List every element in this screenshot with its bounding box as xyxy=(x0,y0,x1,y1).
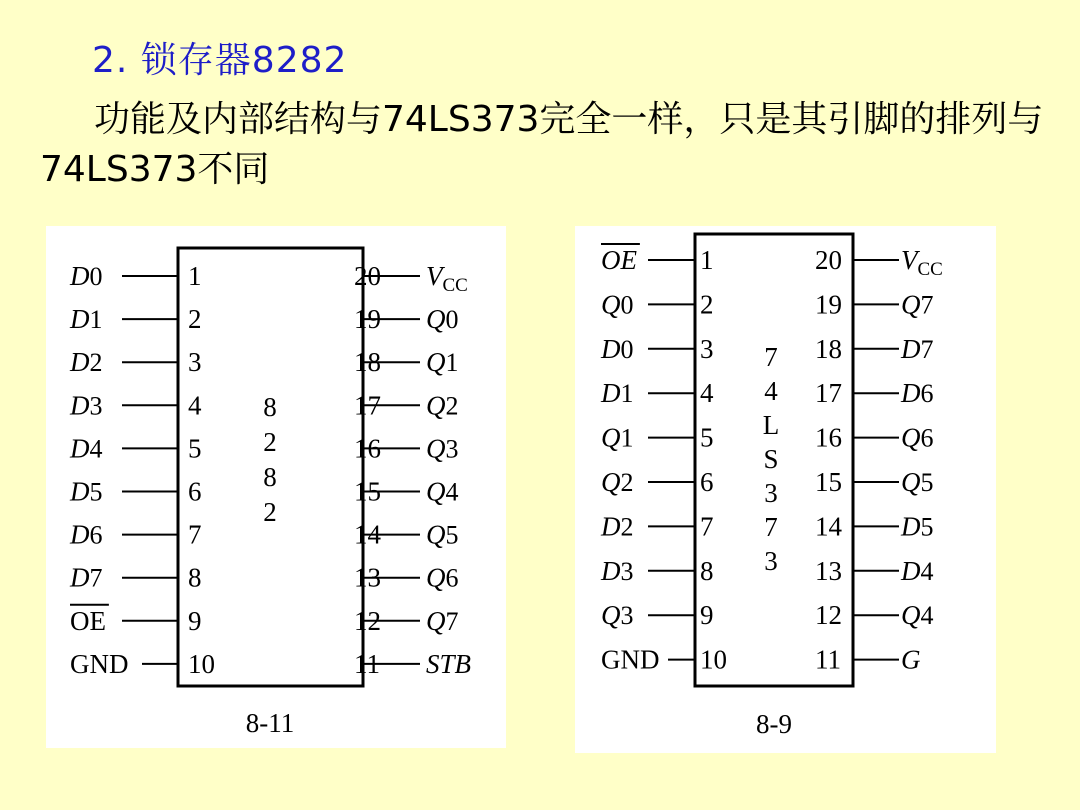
right-pin-number-8: 12 xyxy=(815,600,842,631)
right-pin-number-9: 11 xyxy=(815,644,841,675)
left-pin-number-4: 5 xyxy=(700,422,714,453)
right-pin-name-3: Q2 xyxy=(426,390,459,421)
left-pin-number-0: 1 xyxy=(700,245,714,275)
left-pin-name-0: D0 xyxy=(70,261,103,291)
chip-label-char-4: 3 xyxy=(764,478,778,508)
left-pin-name-9: GND xyxy=(70,648,129,679)
left-pin-name-4: Q1 xyxy=(601,422,634,453)
right-pin-name-9: G xyxy=(901,644,921,675)
right-pin-number-2: 18 xyxy=(815,333,842,364)
left-pin-number-9: 10 xyxy=(700,644,727,675)
left-pin-name-8: OE xyxy=(70,605,106,636)
chip-label-char-3: 2 xyxy=(263,497,277,527)
right-pin-name-1: Q7 xyxy=(901,289,934,320)
right-pin-number-9: 11 xyxy=(354,648,380,679)
right-pin-name-6: Q5 xyxy=(426,519,459,550)
chip-label-char-6: 3 xyxy=(764,546,778,576)
left-pin-number-2: 3 xyxy=(188,347,202,378)
right-pin-number-6: 14 xyxy=(354,519,381,550)
right-pin-name-8: Q7 xyxy=(426,605,459,636)
left-pin-name-6: D2 xyxy=(601,511,634,542)
left-pin-name-7: D3 xyxy=(601,555,634,586)
right-pin-name-4: Q3 xyxy=(426,433,459,464)
right-pin-name-7: D4 xyxy=(901,555,934,586)
right-pin-number-0: 20 xyxy=(815,245,842,275)
left-pin-number-8: 9 xyxy=(700,600,714,631)
right-pin-name-1: Q0 xyxy=(426,304,459,335)
chip-label-char-1: 4 xyxy=(764,376,778,406)
diagram-8282-panel xyxy=(46,226,506,748)
right-pin-name-5: Q4 xyxy=(426,476,459,507)
figure-caption: 8-11 xyxy=(245,708,295,738)
right-pin-number-5: 15 xyxy=(354,476,381,507)
right-pin-name-0: $V_{CC}$ xyxy=(901,245,943,280)
right-pin-name-4: Q6 xyxy=(901,422,934,453)
chip-label-char-0: 7 xyxy=(764,342,778,372)
chip-label-char-5: 7 xyxy=(764,512,778,542)
right-pin-number-7: 13 xyxy=(815,555,842,586)
left-pin-number-1: 2 xyxy=(188,304,202,335)
chip-label-char-3: S xyxy=(763,444,779,474)
right-pin-number-8: 12 xyxy=(354,605,381,636)
left-pin-name-1: D1 xyxy=(70,304,103,335)
right-pin-number-1: 19 xyxy=(815,289,842,320)
left-pin-number-7: 8 xyxy=(700,555,714,586)
chip-label-char-0: 8 xyxy=(263,392,277,422)
right-pin-name-2: D7 xyxy=(901,333,934,364)
right-pin-name-8: Q4 xyxy=(901,600,934,631)
left-pin-number-9: 10 xyxy=(188,648,215,679)
left-pin-name-5: D5 xyxy=(70,476,103,507)
chip-label-char-2: 8 xyxy=(263,462,277,492)
left-pin-name-5: Q2 xyxy=(601,467,634,497)
left-pin-name-0: OE xyxy=(601,245,637,275)
left-pin-number-3: 4 xyxy=(188,390,202,421)
right-pin-number-1: 19 xyxy=(354,304,381,335)
right-pin-name-9: STB xyxy=(426,648,472,679)
right-pin-number-3: 17 xyxy=(354,390,381,421)
right-pin-name-3: D6 xyxy=(901,378,934,409)
left-pin-name-7: D7 xyxy=(70,562,103,593)
left-pin-name-6: D6 xyxy=(70,519,103,550)
right-pin-number-3: 17 xyxy=(815,378,842,409)
right-pin-name-2: Q1 xyxy=(426,347,459,378)
right-pin-number-2: 18 xyxy=(354,347,381,378)
left-pin-name-9: GND xyxy=(601,644,660,675)
left-pin-name-1: Q0 xyxy=(601,289,634,320)
slide-paragraph: 功能及内部结构与74LS373完全一样，只是其引脚的排列与74LS373不同 xyxy=(40,99,1044,190)
right-pin-name-0: $V_{CC}$ xyxy=(426,261,468,296)
left-pin-name-2: D0 xyxy=(601,333,634,364)
left-pin-name-4: D4 xyxy=(70,433,103,464)
right-pin-number-4: 16 xyxy=(815,422,842,453)
right-pin-number-6: 14 xyxy=(815,511,842,542)
chip-label-char-2: L xyxy=(762,410,780,440)
right-pin-name-7: Q6 xyxy=(426,562,459,593)
slide-heading: 2. 锁存器8282 xyxy=(92,40,348,81)
diagram-74ls373-panel xyxy=(575,226,996,753)
left-pin-number-8: 9 xyxy=(188,605,202,636)
pinout-8282-diagram xyxy=(46,226,506,748)
right-pin-name-5: Q5 xyxy=(901,467,934,497)
left-pin-number-6: 7 xyxy=(188,519,202,550)
left-pin-number-3: 4 xyxy=(700,378,714,409)
left-pin-name-2: D2 xyxy=(70,347,103,378)
pinout-74ls373-diagram xyxy=(575,226,996,753)
left-pin-name-3: D3 xyxy=(70,390,103,421)
left-pin-number-6: 7 xyxy=(700,511,714,542)
left-pin-number-4: 5 xyxy=(188,433,202,464)
chip-label-char-1: 2 xyxy=(263,427,277,457)
left-pin-name-8: Q3 xyxy=(601,600,634,631)
left-pin-name-3: D1 xyxy=(601,378,634,409)
right-pin-number-0: 20 xyxy=(354,261,381,291)
right-pin-number-4: 16 xyxy=(354,433,381,464)
left-pin-number-7: 8 xyxy=(188,562,202,593)
figure-caption: 8-9 xyxy=(756,709,792,739)
left-pin-number-0: 1 xyxy=(188,261,202,291)
right-pin-number-5: 15 xyxy=(815,467,842,497)
left-pin-number-2: 3 xyxy=(700,333,714,364)
left-pin-number-1: 2 xyxy=(700,289,714,320)
left-pin-number-5: 6 xyxy=(700,467,714,497)
right-pin-name-6: D5 xyxy=(901,511,934,542)
right-pin-number-7: 13 xyxy=(354,562,381,593)
left-pin-number-5: 6 xyxy=(188,476,202,507)
